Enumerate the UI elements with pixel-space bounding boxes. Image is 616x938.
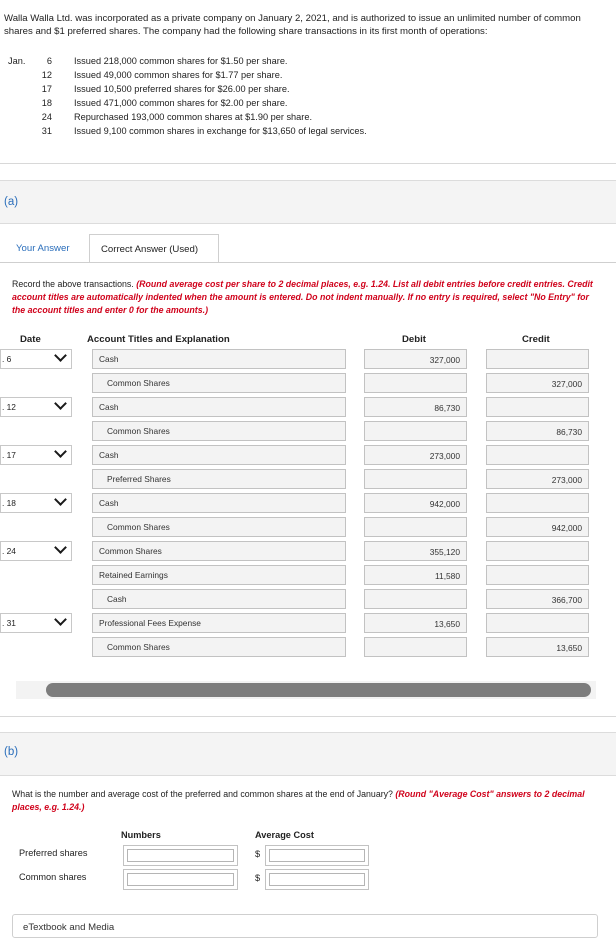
credit-field[interactable]: 366,700 (486, 589, 589, 609)
transaction-row: 18 Issued 471,000 common shares for $2.00 per share. (41, 98, 288, 108)
account-field[interactable]: Common Shares (92, 517, 346, 537)
transaction-row: 17 Issued 10,500 preferred shares for $26.00 per share. (41, 84, 290, 94)
chevron-down-icon (54, 445, 67, 458)
credit-field[interactable] (486, 445, 589, 465)
account-field[interactable]: Cash (92, 445, 346, 465)
preferred-numbers-input[interactable] (123, 845, 238, 866)
divider (0, 716, 616, 717)
date-select[interactable]: . 12 (0, 397, 72, 417)
credit-field[interactable]: 327,000 (486, 373, 589, 393)
debit-field[interactable]: 327,000 (364, 349, 467, 369)
transaction-row: 31 Issued 9,100 common shares in exchange for $13,650 of legal services. (41, 126, 367, 136)
account-field[interactable]: Cash (92, 589, 346, 609)
date-select[interactable]: . 17 (0, 445, 72, 465)
credit-field[interactable] (486, 541, 589, 561)
etextbook-media-button[interactable]: eTextbook and Media (12, 914, 598, 938)
account-field[interactable]: Professional Fees Expense (92, 613, 346, 633)
account-field[interactable]: Cash (92, 349, 346, 369)
header-debit: Debit (402, 334, 426, 345)
tab-your-answer[interactable]: Your Answer (16, 243, 70, 254)
credit-field[interactable]: 86,730 (486, 421, 589, 441)
debit-field[interactable] (364, 517, 467, 537)
account-field[interactable]: Common Shares (92, 373, 346, 393)
header-average-cost: Average Cost (255, 830, 314, 840)
account-field[interactable]: Common Shares (92, 637, 346, 657)
divider (0, 163, 616, 164)
transaction-row: Jan. 6 Issued 218,000 common shares for $1.50 per share. (8, 56, 288, 66)
header-account: Account Titles and Explanation (87, 334, 230, 345)
credit-field[interactable] (486, 493, 589, 513)
debit-field[interactable]: 273,000 (364, 445, 467, 465)
common-average-cost-input[interactable] (265, 869, 369, 890)
row-label-preferred: Preferred shares (19, 848, 88, 858)
tab-correct-answer[interactable]: Correct Answer (Used) (89, 234, 219, 263)
debit-field[interactable]: 355,120 (364, 541, 467, 561)
problem-intro: Walla Walla Ltd. was incorporated as a private company on January 2, 2021, and is authorized to issue an unlimited number of common shares and $1 preferred shares. The company had the following share transactions in its first month of operations: (4, 13, 581, 37)
account-field[interactable]: Cash (92, 493, 346, 513)
debit-field[interactable] (364, 373, 467, 393)
chevron-down-icon (54, 493, 67, 506)
header-date: Date (20, 334, 41, 345)
credit-field[interactable]: 273,000 (486, 469, 589, 489)
section-a-band (0, 180, 616, 224)
debit-field[interactable] (364, 469, 467, 489)
debit-field[interactable] (364, 589, 467, 609)
common-numbers-input[interactable] (123, 869, 238, 890)
transaction-row: 24 Repurchased 193,000 common shares at $1.90 per share. (41, 112, 313, 122)
credit-field[interactable]: 942,000 (486, 517, 589, 537)
transaction-list (8, 54, 367, 138)
row-label-common: Common shares (19, 872, 87, 882)
section-a-label: (a) (4, 196, 19, 208)
instructions: Record the above transactions. (Round average cost per share to 2 decimal places, e.g. 1.24. List all debit entries before credit entries. Credit account titles are automatically indented when the amount is entered. Do not indent manually. If no entry is required, select "No Entry" for the account titles and enter 0 for the amounts.) (12, 279, 593, 315)
date-select[interactable]: . 18 (0, 493, 72, 513)
preferred-average-cost-input[interactable] (265, 845, 369, 866)
tab-divider (0, 262, 616, 263)
scrollbar-thumb[interactable] (46, 683, 591, 697)
chevron-down-icon (54, 541, 67, 554)
section-b-band (0, 732, 616, 776)
account-field[interactable]: Common Shares (92, 421, 346, 441)
part-b-question: What is the number and average cost of the preferred and common shares at the end of January? (Round "Average Cost" answers to 2 decimal places, e.g. 1.24.) (12, 789, 585, 812)
currency-symbol: $ (255, 873, 261, 883)
debit-field[interactable]: 11,580 (364, 565, 467, 585)
date-select[interactable]: . 24 (0, 541, 72, 561)
chevron-down-icon (54, 397, 67, 410)
credit-field[interactable] (486, 565, 589, 585)
section-b-label: (b) (4, 746, 19, 758)
credit-field[interactable] (486, 613, 589, 633)
account-field[interactable]: Cash (92, 397, 346, 417)
header-numbers: Numbers (121, 830, 161, 840)
debit-field[interactable] (364, 421, 467, 441)
chevron-down-icon (54, 613, 67, 626)
account-field[interactable]: Retained Earnings (92, 565, 346, 585)
date-select[interactable]: . 31 (0, 613, 72, 633)
debit-field[interactable]: 942,000 (364, 493, 467, 513)
credit-field[interactable] (486, 397, 589, 417)
account-field[interactable]: Common Shares (92, 541, 346, 561)
debit-field[interactable] (364, 637, 467, 657)
header-credit: Credit (522, 334, 550, 345)
credit-field[interactable] (486, 349, 589, 369)
debit-field[interactable]: 86,730 (364, 397, 467, 417)
currency-symbol: $ (255, 849, 261, 859)
credit-field[interactable]: 13,650 (486, 637, 589, 657)
chevron-down-icon (54, 349, 67, 362)
account-field[interactable]: Preferred Shares (92, 469, 346, 489)
transaction-row: 12 Issued 49,000 common shares for $1.77 per share. (41, 70, 283, 80)
date-select[interactable]: . 6 (0, 349, 72, 369)
debit-field[interactable]: 13,650 (364, 613, 467, 633)
